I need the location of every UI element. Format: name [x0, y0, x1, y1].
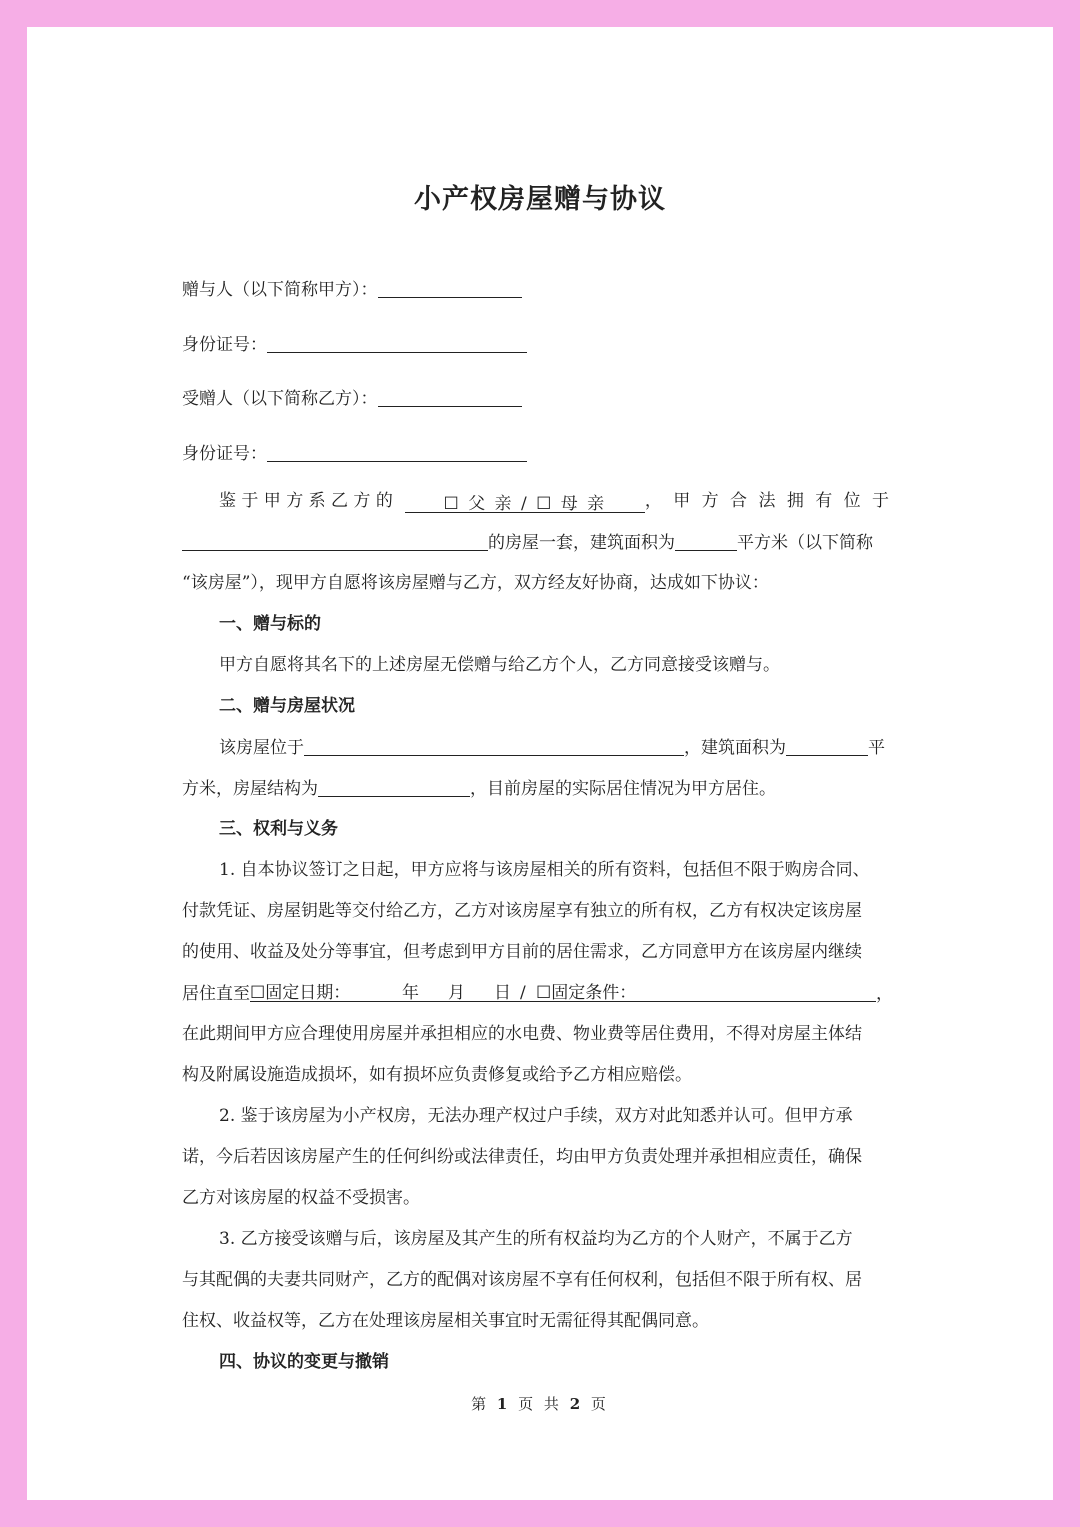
preamble-text-1b: ， 甲 方 合 法 拥 有 位 于: [644, 491, 893, 511]
preamble-text-2b: 平方米（以下简称: [737, 533, 873, 553]
section2-text-1c: 平: [868, 738, 885, 758]
preamble-line-2: [182, 530, 898, 555]
section3-heading: 三、权利与义务: [219, 819, 338, 839]
clause2-line-2: 诺，今后若因该房屋产生的任何纠纷或法律责任，均由甲方负责处理并承担相应责任，确保: [182, 1147, 862, 1167]
section2-text-1a: 该房屋位于: [219, 738, 304, 758]
document-title: 小产权房屋赠与协议: [414, 184, 666, 215]
location-blank[interactable]: [182, 530, 488, 551]
area-blank[interactable]: [675, 530, 737, 551]
section2-text-2b: ，目前房屋的实际居住情况为甲方居住。: [470, 779, 776, 799]
total-pages: 2: [569, 1395, 584, 1413]
day-label: 日: [494, 983, 511, 1003]
donor-id-label: 身份证号：: [182, 335, 267, 355]
page-number-footer: [27, 1393, 1053, 1414]
house-location-blank[interactable]: [304, 735, 684, 756]
fixed-condition-option[interactable]: ☐固定条件：: [536, 983, 637, 1003]
footer-post: 页: [590, 1395, 609, 1413]
donor-id-line: [182, 332, 898, 357]
donee-id-blank[interactable]: [267, 441, 527, 462]
clause1-line-4: [182, 981, 898, 1006]
clause1-line-1: 1. 自本协议签订之日起，甲方应将与该房屋相关的所有资料，包括但不限于购房合同、: [219, 860, 870, 880]
current-page: 1: [496, 1395, 511, 1413]
option-divider: /: [520, 983, 526, 1003]
residence-term-blank[interactable]: [250, 981, 876, 1002]
donee-id-line: [182, 441, 898, 466]
donor-id-blank[interactable]: [267, 332, 527, 353]
footer-pre: 第: [471, 1395, 490, 1413]
section2-line-1: [182, 735, 898, 760]
footer-mid1: 页: [518, 1395, 537, 1413]
section2-text-1b: ，建筑面积为: [684, 738, 786, 758]
clause3-line-2: 与其配偶的夫妻共同财产，乙方的配偶对该房屋不享有任何权利，包括但不限于所有权、居: [182, 1270, 862, 1290]
clause1-line-5: 在此期间甲方应合理使用房屋并承担相应的水电费、物业费等居住费用，不得对房屋主体结: [182, 1024, 862, 1044]
clause2-line-1: 2. 鉴于该房屋为小产权房，无法办理产权过户手续，双方对此知悉并认可。但甲方承: [219, 1106, 853, 1126]
clause2-line-3: 乙方对该房屋的权益不受损害。: [182, 1188, 420, 1208]
preamble-text-1a: 鉴 于 甲 方 系 乙 方 的: [219, 491, 393, 511]
clause1-text-4a: 居住直至: [182, 984, 250, 1004]
donee-blank[interactable]: [378, 386, 522, 407]
house-area-blank[interactable]: [786, 735, 868, 756]
fixed-date-option[interactable]: ☐固定日期：: [250, 983, 351, 1003]
donee-label: 受赠人（以下简称乙方）：: [182, 389, 378, 409]
donor-blank[interactable]: [378, 277, 522, 298]
donor-line: [182, 277, 898, 302]
section2-heading: 二、赠与房屋状况: [219, 696, 355, 716]
donee-line: [182, 386, 898, 411]
section2-text-2a: 方米，房屋结构为: [182, 779, 318, 799]
clause3-line-1: 3. 乙方接受该赠与后，该房屋及其产生的所有权益均为乙方的个人财产，不属于乙方: [219, 1229, 853, 1249]
clause1-line-6: 构及附属设施造成损坏，如有损坏应负责修复或给予乙方相应赔偿。: [182, 1065, 692, 1085]
section1-text: 甲方自愿将其名下的上述房屋无偿赠与给乙方个人，乙方同意接受该赠与。: [219, 655, 780, 675]
section1-heading: 一、赠与标的: [219, 614, 321, 634]
donor-label: 赠与人（以下简称甲方）：: [182, 280, 378, 300]
footer-mid2: 共: [543, 1395, 562, 1413]
preamble-line-1: [182, 489, 898, 513]
preamble-text-2a: 的房屋一套，建筑面积为: [488, 533, 675, 553]
section4-heading: 四、协议的变更与撤销: [219, 1352, 389, 1372]
donee-id-label: 身份证号：: [182, 444, 267, 464]
document-page: [27, 27, 1053, 1500]
relation-blank[interactable]: ☐ 父 亲 / ☐ 母 亲: [405, 492, 645, 513]
section2-line-2: [182, 776, 898, 801]
preamble-line-3: “该房屋”），现甲方自愿将该房屋赠与乙方，双方经友好协商，达成如下协议：: [182, 573, 769, 593]
house-structure-blank[interactable]: [318, 776, 470, 797]
clause1-text-4-end: ，: [876, 984, 893, 1004]
clause3-line-3: 住权、收益权等，乙方在处理该房屋相关事宜时无需征得其配偶同意。: [182, 1311, 709, 1331]
month-label: 月: [448, 983, 465, 1003]
clause1-line-3: 的使用、收益及处分等事宜，但考虑到甲方目前的居住需求，乙方同意甲方在该房屋内继续: [182, 942, 862, 962]
year-label: 年: [402, 983, 419, 1003]
clause1-line-2: 付款凭证、房屋钥匙等交付给乙方，乙方对该房屋享有独立的所有权，乙方有权决定该房屋: [182, 901, 862, 921]
